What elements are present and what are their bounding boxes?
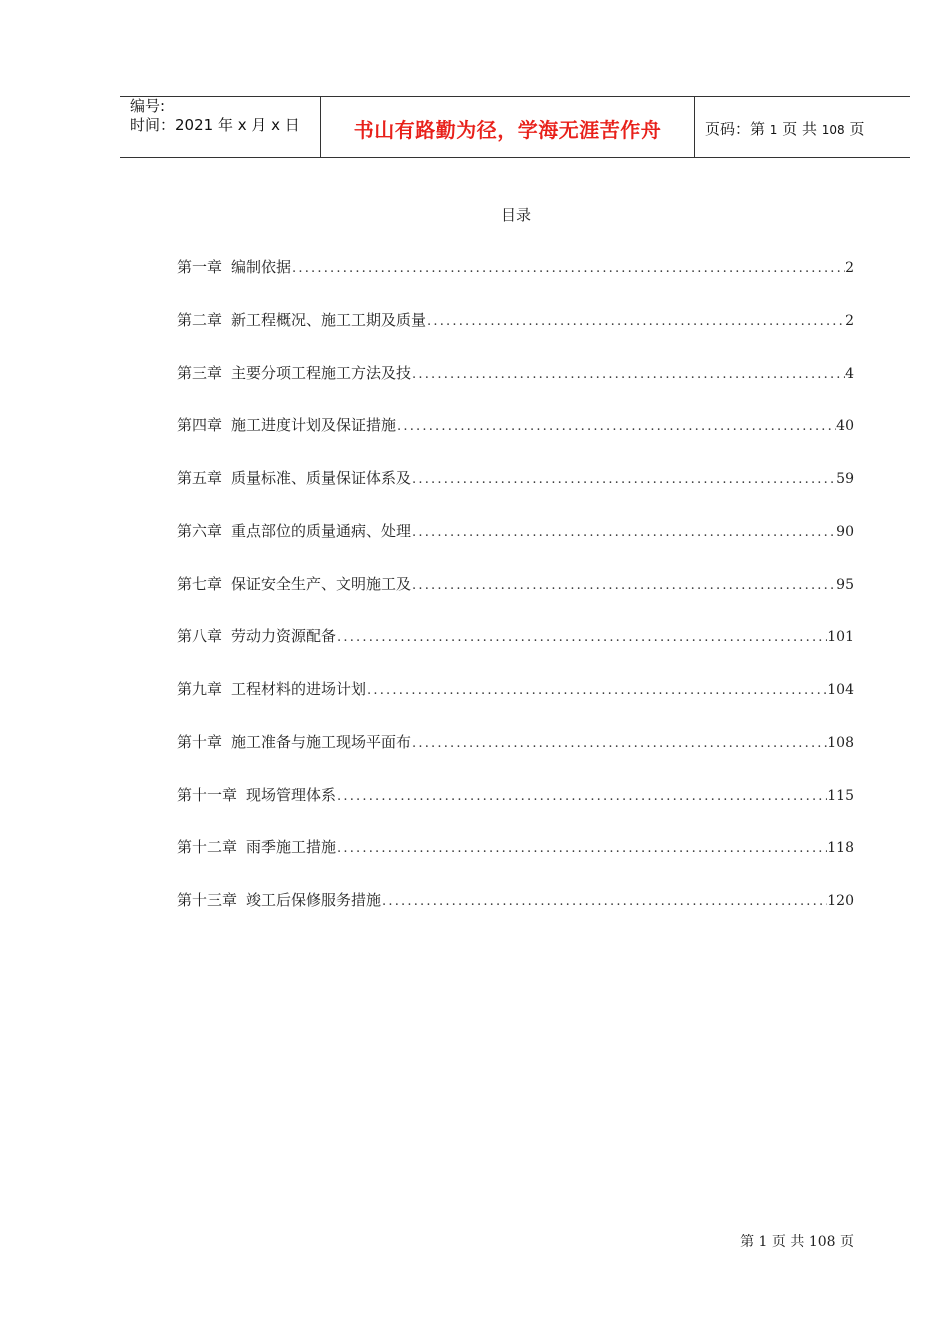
toc-chapter-title: 质量标准、质量保证体系及 bbox=[231, 469, 412, 487]
page-code-suffix: 页 bbox=[849, 120, 865, 138]
toc-chapter-number: 第三章 bbox=[177, 363, 223, 382]
toc-page-number: 40 bbox=[836, 418, 854, 435]
page-code-current: 1 bbox=[769, 123, 778, 137]
toc-page-number: 115 bbox=[827, 787, 854, 804]
toc-entry[interactable] bbox=[177, 518, 854, 571]
toc-chapter-title: 劳动力资源配备 bbox=[231, 627, 337, 646]
toc-dot-leader bbox=[396, 414, 836, 440]
toc-dot-leader bbox=[336, 784, 827, 810]
header-page-cell bbox=[695, 97, 910, 157]
header-motto-cell bbox=[321, 97, 695, 157]
toc-entry[interactable] bbox=[177, 623, 854, 676]
toc-chapter-number: 第十二章 bbox=[177, 838, 238, 857]
toc-dot-leader bbox=[366, 678, 827, 704]
toc-page-number: 90 bbox=[836, 523, 854, 540]
toc-chapter-number: 第四章 bbox=[177, 416, 223, 435]
toc-page-number: 108 bbox=[827, 734, 854, 751]
table-of-contents bbox=[177, 254, 854, 940]
toc-chapter-title: 编制依据 bbox=[231, 258, 292, 276]
toc-entry[interactable] bbox=[177, 412, 854, 465]
toc-dot-leader bbox=[336, 836, 827, 862]
toc-dot-leader bbox=[426, 309, 845, 335]
toc-entry[interactable] bbox=[177, 360, 854, 413]
page-code-mid: 页 共 bbox=[782, 120, 817, 138]
toc-title: 目录 bbox=[500, 206, 531, 224]
toc-chapter-title: 新工程概况、施工工期及质量 bbox=[231, 310, 427, 329]
toc-page-number: 95 bbox=[836, 576, 854, 593]
toc-page-number: 104 bbox=[827, 682, 854, 698]
toc-chapter-title: 工程材料的进场计划 bbox=[231, 680, 367, 698]
toc-entry[interactable] bbox=[177, 571, 854, 624]
header-motto: 书山有路勤为径，学海无涯苦作舟 bbox=[353, 118, 662, 142]
toc-chapter-number: 第九章 bbox=[177, 680, 223, 698]
toc-chapter-title: 施工进度计划及保证措施 bbox=[231, 416, 397, 435]
toc-page-number: 120 bbox=[827, 893, 854, 909]
toc-chapter-title: 重点部位的质量通病、处理 bbox=[231, 521, 412, 540]
header-page-code bbox=[705, 118, 864, 139]
toc-chapter-title: 竣工后保修服务措施 bbox=[246, 891, 382, 909]
page-code-prefix: 页码：第 bbox=[705, 120, 766, 138]
toc-chapter-number: 第十章 bbox=[177, 732, 223, 751]
toc-chapter-title: 保证安全生产、文明施工及 bbox=[231, 574, 412, 593]
toc-entry[interactable] bbox=[177, 676, 854, 729]
toc-dot-leader bbox=[291, 256, 845, 282]
toc-chapter-number: 第八章 bbox=[177, 627, 223, 646]
toc-page-number: 2 bbox=[845, 260, 854, 276]
toc-chapter-title: 现场管理体系 bbox=[246, 785, 337, 804]
toc-chapter-number: 第一章 bbox=[177, 258, 223, 276]
toc-chapter-title: 主要分项工程施工方法及技 bbox=[231, 363, 412, 382]
toc-page-number: 59 bbox=[836, 471, 854, 487]
toc-entry[interactable] bbox=[177, 729, 854, 782]
header-info-cell bbox=[120, 97, 321, 157]
toc-page-number: 2 bbox=[845, 312, 854, 329]
toc-entry[interactable] bbox=[177, 782, 854, 835]
document-number-label: 编号: bbox=[130, 97, 166, 115]
toc-page-number: 4 bbox=[845, 365, 854, 382]
toc-dot-leader bbox=[411, 467, 836, 493]
toc-chapter-number: 第六章 bbox=[177, 521, 223, 540]
page-header bbox=[120, 96, 910, 158]
toc-chapter-title: 施工准备与施工现场平面布 bbox=[231, 732, 412, 751]
toc-chapter-number: 第二章 bbox=[177, 310, 223, 329]
toc-entry[interactable] bbox=[177, 465, 854, 518]
toc-dot-leader bbox=[336, 625, 827, 651]
toc-entry[interactable] bbox=[177, 834, 854, 887]
toc-page-number: 101 bbox=[827, 629, 854, 646]
toc-chapter-number: 第七章 bbox=[177, 574, 223, 593]
page-footer: 第 1 页 共 108 页 bbox=[740, 1234, 854, 1250]
toc-dot-leader bbox=[381, 889, 827, 915]
toc-dot-leader bbox=[411, 520, 836, 546]
toc-page-number: 118 bbox=[827, 840, 854, 857]
toc-chapter-number: 第十一章 bbox=[177, 785, 238, 804]
document-date: 时间：2021 年 x 月 x 日 bbox=[130, 116, 300, 134]
toc-entry[interactable] bbox=[177, 307, 854, 360]
toc-dot-leader bbox=[411, 362, 845, 388]
toc-entry[interactable] bbox=[177, 887, 854, 940]
page-code-total: 108 bbox=[821, 123, 845, 137]
toc-chapter-number: 第五章 bbox=[177, 469, 223, 487]
toc-entry[interactable] bbox=[177, 254, 854, 307]
toc-dot-leader bbox=[411, 731, 827, 757]
toc-dot-leader bbox=[411, 573, 836, 599]
toc-chapter-number: 第十三章 bbox=[177, 891, 238, 909]
toc-chapter-title: 雨季施工措施 bbox=[246, 838, 337, 857]
